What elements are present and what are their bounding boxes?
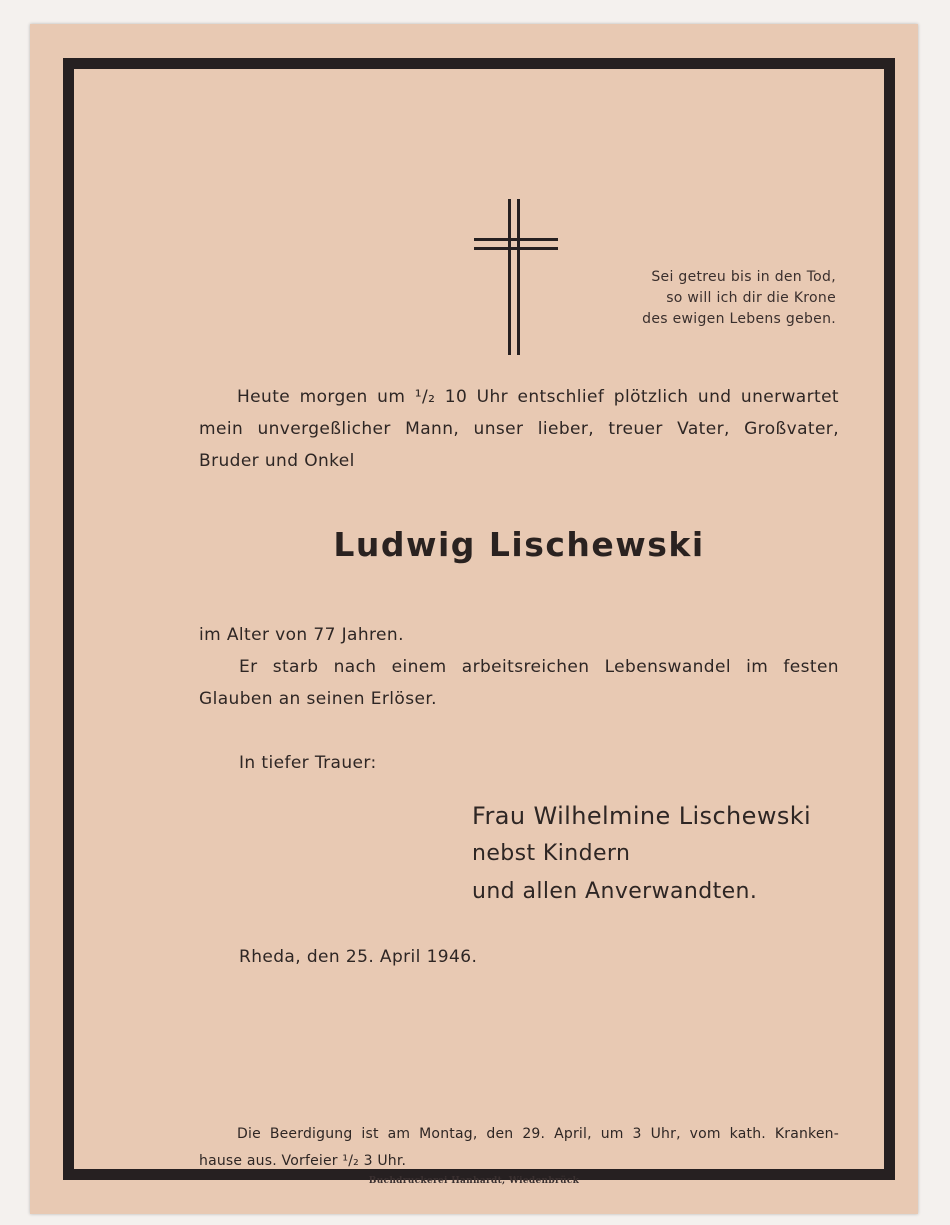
mourning-label: In tiefer Trauer: [239,753,377,773]
mourning-border [63,58,895,1180]
printer-imprint: Buchdruckerei Hanhardt, Wiedenbrück [368,1176,580,1186]
funeral-line: Die Beerdigung ist am Montag, den 29. April, um 3 Uhr, vom kath. Kranken- [237,1126,839,1142]
signers-block [472,797,811,911]
announcement-line: Heute morgen um ¹/₂ 10 Uhr entschlief plötzlich und unerwartet [237,387,839,407]
signer-line: und allen Anverwandten. [472,879,758,904]
obituary-card [30,24,918,1214]
announcement-line: Bruder und Onkel [199,451,355,471]
funeral-line: hause aus. Vorfeier ¹/₂ 3 Uhr. [199,1153,407,1169]
details-line: Glauben an seinen Erlöser. [199,689,437,709]
signer-line: nebst Kindern [472,841,631,866]
announcement-paragraph [199,381,839,477]
details-line: Er starb nach einem arbeitsreichen Lebenswandel im festen [239,657,839,677]
funeral-notice [199,1121,839,1175]
signer-line: Frau Wilhelmine Lischewski [472,802,812,830]
details-paragraph [199,619,839,715]
bible-verse-line: so will ich dir die Krone [666,290,836,306]
bible-verse-line: Sei getreu bis in den Tod, [651,269,836,285]
deceased-name: Ludwig Lischewski [333,525,705,564]
bible-verse [574,267,836,330]
place-date: Rheda, den 25. April 1946. [239,947,478,967]
bible-verse-line: des ewigen Lebens geben. [642,311,836,327]
announcement-line: mein unvergeßlicher Mann, unser lieber, treuer Vater, Großvater, [199,419,839,439]
latin-cross-icon [474,199,558,355]
details-line: im Alter von 77 Jahren. [199,625,404,645]
